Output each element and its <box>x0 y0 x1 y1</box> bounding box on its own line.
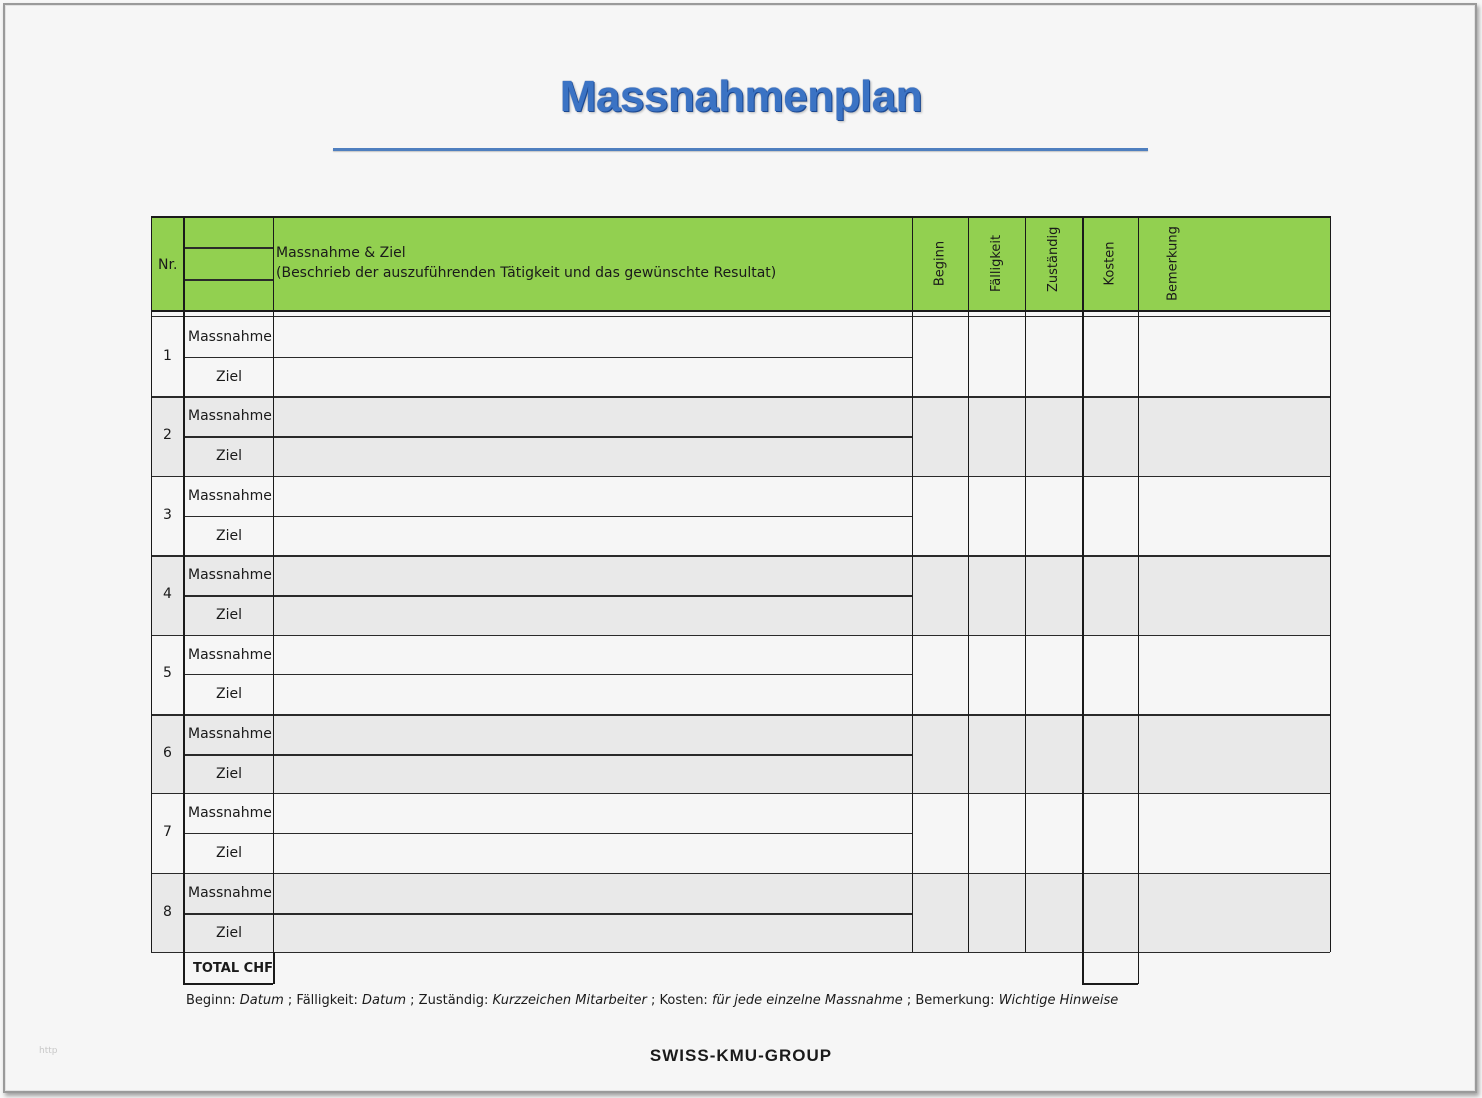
header-beginn: Beginn <box>932 240 948 287</box>
ziel-label: Ziel <box>216 686 242 703</box>
row-number: 1 <box>163 347 172 364</box>
row-divider <box>151 952 1330 953</box>
row-number: 8 <box>163 903 172 920</box>
header-massnahme-ziel: Massnahme & Ziel <box>276 245 406 261</box>
title-underline <box>333 148 1148 151</box>
beginn-column-border <box>912 216 913 952</box>
row-divider <box>151 714 1330 716</box>
row-number: 5 <box>163 665 172 682</box>
legend-bemerkung-label: ; Bemerkung: <box>902 993 999 1008</box>
legend-faelligkeit-label: ; Fälligkeit: <box>283 993 363 1008</box>
kosten-column-border <box>1082 216 1084 984</box>
brand-footer: SWISS-KMU-GROUP <box>649 1046 833 1065</box>
faelligkeit-column-border <box>968 216 969 952</box>
legend-kosten-label: ; Kosten: <box>646 993 712 1008</box>
table-header <box>151 216 1330 310</box>
legend-zustaendig-value: Kurzzeichen Mitarbeiter <box>492 993 647 1008</box>
ziel-label: Ziel <box>216 527 242 544</box>
row-number: 4 <box>163 585 172 602</box>
header-top-border <box>151 216 1330 218</box>
total-row-bottom <box>183 983 273 985</box>
nr-column-border <box>183 216 185 984</box>
header-zustaendig: Zuständig <box>1046 226 1061 292</box>
header-massnahme-ziel-desc: (Beschrieb der auszuführenden Tätigkeit und das gewünschte Resultat) <box>276 265 777 281</box>
row-mid-divider <box>183 833 912 834</box>
header-nr: Nr. <box>158 257 178 273</box>
row-divider <box>151 635 1330 636</box>
header-bemerkung: Bemerkung <box>1165 226 1181 301</box>
massnahme-label: Massnahme <box>188 726 272 742</box>
legend-beginn-value: Datum <box>239 993 284 1008</box>
ziel-label: Ziel <box>216 765 242 782</box>
row-number: 2 <box>163 427 172 444</box>
header-faelligkeit: Fälligkeit <box>989 234 1004 292</box>
row-mid-divider <box>183 674 912 675</box>
zustaendig-column-border <box>1025 216 1026 952</box>
row-mid-divider <box>183 357 912 358</box>
total-chf-label: TOTAL CHF <box>193 961 273 976</box>
header-bottom-border <box>151 310 1330 312</box>
row-mid-divider <box>183 754 912 756</box>
row-divider <box>151 793 1330 794</box>
ziel-label: Ziel <box>216 368 242 385</box>
label-column-border <box>273 216 274 952</box>
row-number: 7 <box>163 824 172 841</box>
legend-zustaendig-label: ; Zuständig: <box>406 993 493 1008</box>
bemerkung-column-border <box>1138 216 1139 984</box>
right-border <box>1330 216 1331 952</box>
header-sub-divider <box>183 247 273 249</box>
header-double-border <box>151 316 1330 317</box>
watermark: http <box>39 1046 58 1056</box>
ziel-label: Ziel <box>216 924 242 941</box>
row-divider <box>151 555 1330 557</box>
massnahme-label: Massnahme <box>188 567 272 584</box>
legend-kosten-value: für jede einzelne Massnahme <box>711 993 903 1008</box>
row-mid-divider <box>183 913 912 915</box>
kosten-total-bottom <box>1082 983 1138 985</box>
massnahme-label: Massnahme <box>188 805 272 822</box>
left-border <box>151 216 152 952</box>
header-kosten: Kosten <box>1102 241 1118 286</box>
header-sub-divider <box>183 279 273 281</box>
row-mid-divider <box>183 595 912 597</box>
massnahme-label: Massnahme <box>188 487 272 504</box>
page-title: Massnahmenplan <box>559 72 923 121</box>
total-row-side <box>273 952 275 984</box>
ziel-label: Ziel <box>216 845 242 862</box>
massnahme-label: Massnahme <box>188 408 272 425</box>
legend-faelligkeit-value: Datum <box>362 993 407 1008</box>
ziel-label: Ziel <box>216 448 242 465</box>
massnahme-label: Massnahme <box>188 329 272 345</box>
row-number: 6 <box>163 744 172 761</box>
legend-beginn-label: Beginn: <box>186 993 240 1008</box>
row-divider <box>151 873 1330 875</box>
massnahme-label: Massnahme <box>188 646 272 663</box>
row-number: 3 <box>163 506 172 523</box>
row-divider <box>151 396 1330 398</box>
row-mid-divider <box>183 436 912 438</box>
ziel-label: Ziel <box>216 606 242 623</box>
row-mid-divider <box>183 516 912 517</box>
row-divider <box>151 476 1330 477</box>
legend <box>186 993 1118 1008</box>
massnahme-label: Massnahme <box>188 884 272 901</box>
legend-bemerkung-value: Wichtige Hinweise <box>998 993 1119 1008</box>
